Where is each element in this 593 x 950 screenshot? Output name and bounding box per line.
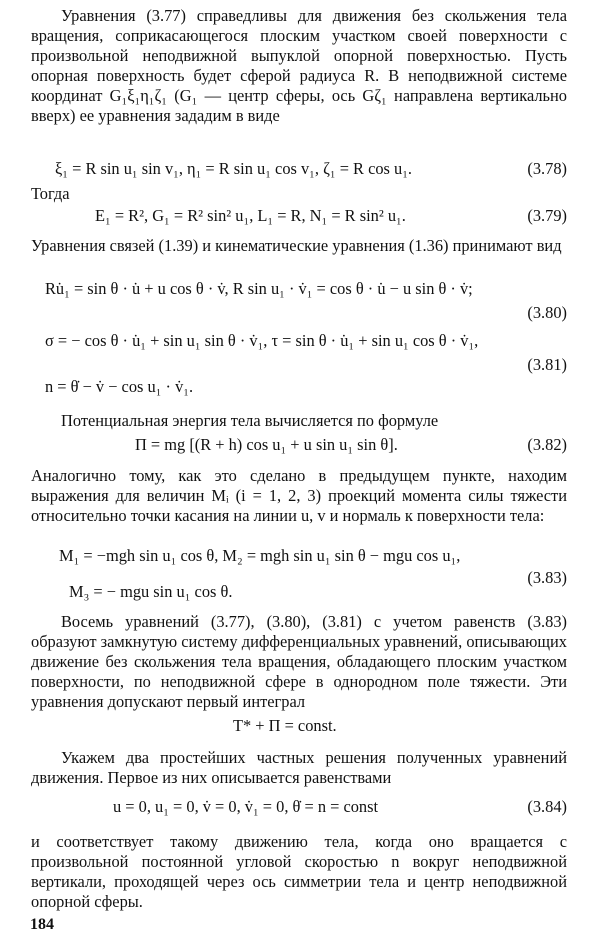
equation-3-83 [31, 545, 567, 567]
formula: E₁ = R², G₁ = R² sin² u₁, L₁ = R, N₁ = R sin² u₁. [95, 206, 406, 225]
paragraph-particular-solutions: Укажем два простейших частных решения полученных уравнений движения. Первое из них описывается равенствами [31, 748, 567, 787]
formula: M₃ = − mgu sin u₁ cos θ. [69, 582, 233, 601]
equation-3-82 [31, 434, 567, 456]
paragraph-rotation: и соответствует такому движению тела, когда оно вращается с произвольной постоянной угловой скоростью n вокруг неподвижной вертикали, проходящей через ось симметрии тела и центр неподвижной опорной сферы. [31, 832, 567, 911]
equation-3-81 [31, 330, 567, 352]
formula: u = 0, u₁ = 0, v̇ = 0, v̇₁ = 0, θ̇ = n = const [113, 797, 379, 816]
equation-number: (3.81) [527, 355, 567, 374]
formula: T* + Π = const. [233, 716, 337, 735]
equation-number: (3.79) [527, 206, 567, 225]
first-integral [31, 715, 567, 737]
equation-3-78 [31, 158, 567, 180]
equation-number: (3.78) [527, 159, 567, 178]
word-togda: Тогда [31, 184, 70, 203]
equation-3-81-number [31, 354, 567, 376]
formula: M₁ = −mgh sin u₁ cos θ, M₂ = mgh sin u₁ sin θ − mgu cos u₁, [59, 546, 461, 565]
paragraph-moments: Аналогично тому, как это сделано в предыдущем пункте, находим выражения для величин Mᵢ (i = 1, 2, 3) проекций момента силы тяжести относительно точки касания на линии u, v и нормаль к поверхности тела: [31, 466, 567, 525]
paragraph-closed-system: Восемь уравнений (3.77), (3.80), (3.81) с учетом равенств (3.83) образуют замкнутую систему дифференциальных уравнений, описывающих движение без скольжения тела вращения, обладающего плоским участком поверхности, по неподвижной сфере в однородном поле тяжести. Эти уравнения допускают первый интеграл [31, 612, 567, 711]
equation-3-79 [31, 205, 567, 227]
equation-number: (3.80) [527, 303, 567, 322]
formula: Π = mg [(R + h) cos u₁ + u sin u₁ sin θ]. [135, 435, 398, 454]
paragraph-potential-energy: Потенциальная энергия тела вычисляется по формуле [61, 411, 439, 430]
paragraph-constraints: Уравнения связей (1.39) и кинематические уравнения (1.36) принимают вид [31, 236, 562, 255]
paragraph-sphere-surface: Уравнения (3.77) справедливы для движения без скольжения тела вращения, соприкасающегося плоским участком своей поверхности с произвольной неподвижной выпуклой опорной поверхностью. Пусть опорная поверхность будет сферой радиуса R. В неподвижной системе координат G₁ξ₁η₁ζ₁ (G₁ — центр сферы, ось Gζ₁ направлена вертикально вверх) ее уравнения зададим в виде [31, 6, 567, 125]
equation-3-81-second [31, 376, 567, 398]
equation-3-80 [31, 278, 567, 300]
formula: Ru̇₁ = sin θ · u̇ + u cos θ · v̇, R sin u₁ · v̇₁ = cos θ · u̇ − u sin θ · v̇; [45, 279, 473, 298]
page-number: 184 [30, 916, 54, 933]
equation-number: (3.83) [527, 568, 567, 587]
formula: σ = − cos θ · u̇₁ + sin u₁ sin θ · v̇₁, τ = sin θ · u̇₁ + sin u₁ cos θ · v̇₁, [45, 331, 479, 350]
equation-number: (3.82) [527, 435, 567, 454]
equation-number: (3.84) [527, 797, 567, 816]
equation-3-84 [31, 796, 567, 818]
equation-3-83-second [31, 581, 567, 603]
equation-3-80-number [31, 302, 567, 324]
formula: ξ₁ = R sin u₁ sin v₁, η₁ = R sin u₁ cos v₁, ζ₁ = R cos u₁. [55, 159, 413, 178]
formula: n = θ̇ − v̇ − cos u₁ · v̇₁. [45, 377, 194, 396]
